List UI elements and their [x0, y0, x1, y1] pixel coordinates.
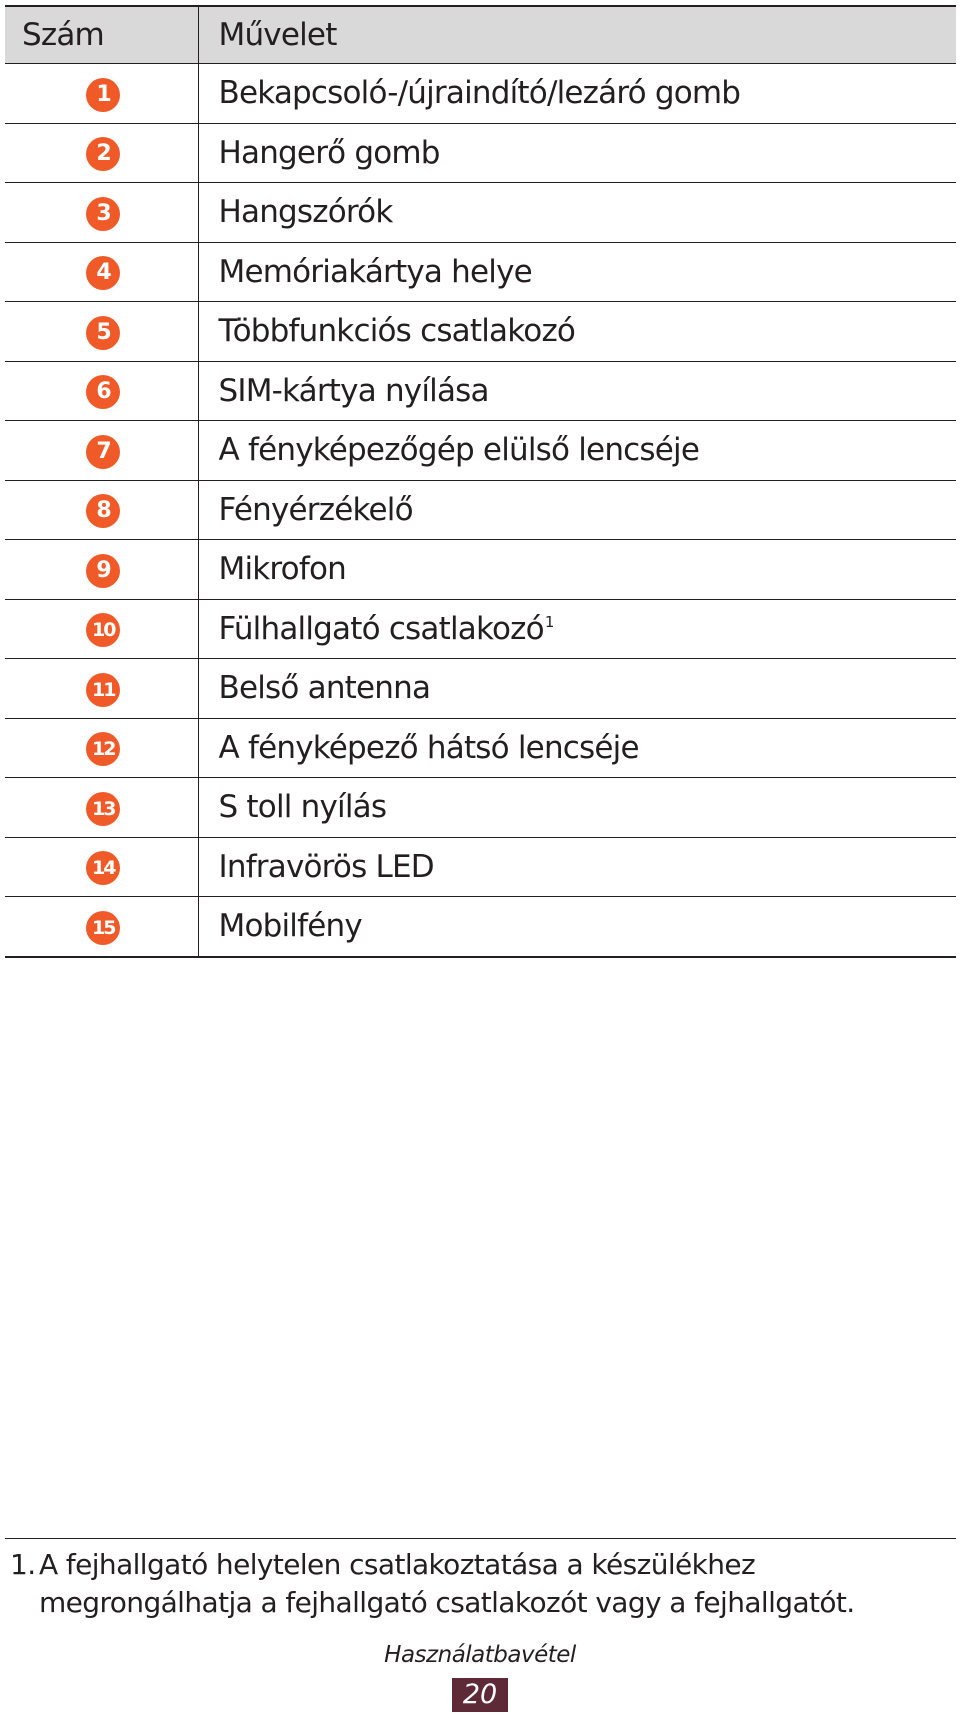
- table-row: [5, 361, 956, 421]
- table-row: [5, 897, 956, 957]
- part-label: Hangszórók: [198, 183, 956, 243]
- table-row: [5, 64, 956, 124]
- table-row: [5, 718, 956, 778]
- part-label: A fényképezőgép elülső lencséje: [198, 421, 956, 481]
- number-badge: 2: [86, 137, 120, 171]
- table-row: [5, 421, 956, 481]
- number-badge: 8: [86, 494, 120, 528]
- part-label: Memóriakártya helye: [198, 242, 956, 302]
- table-header-row: [5, 6, 956, 64]
- part-label: A fényképező hátsó lencséje: [198, 718, 956, 778]
- parts-table: [5, 5, 956, 958]
- table-row: [5, 183, 956, 243]
- table-row: [5, 659, 956, 719]
- part-label: Fülhallgató csatlakozó: [218, 610, 544, 647]
- number-badge: 13: [86, 792, 120, 826]
- part-label: Többfunkciós csatlakozó: [198, 302, 956, 362]
- part-label: Hangerő gomb: [198, 123, 956, 183]
- table-row: [5, 480, 956, 540]
- part-label: Fényérzékelő: [198, 480, 956, 540]
- number-badge: 6: [86, 375, 120, 409]
- table-row: [5, 123, 956, 183]
- part-label: Mikrofon: [198, 540, 956, 600]
- number-badge: 1: [86, 78, 120, 112]
- page-number: 20: [452, 1678, 508, 1712]
- number-badge: 15: [86, 911, 120, 945]
- footnote-divider: [5, 1538, 956, 1539]
- number-badge: 10: [86, 613, 120, 647]
- table-row: [5, 837, 956, 897]
- part-label: SIM-kártya nyílása: [198, 361, 956, 421]
- number-badge: 4: [86, 256, 120, 290]
- footnote-marker: 1.: [10, 1548, 36, 1581]
- number-badge: 5: [86, 316, 120, 350]
- column-header-function: Művelet: [198, 6, 956, 64]
- footnote-reference: 1: [544, 613, 554, 632]
- part-label: Bekapcsoló-/újraindító/lezáró gomb: [218, 75, 741, 112]
- footnote-text: A fejhallgató helytelen csatlakoztatása a készülékhez megrongálhatja a fejhallgató csatlakozót vagy a fejhallgatót.: [39, 1548, 855, 1619]
- number-badge: 7: [86, 435, 120, 469]
- footnote: [10, 1546, 955, 1622]
- part-label: Mobilfény: [198, 897, 956, 957]
- part-label: Infravörös LED: [198, 837, 956, 897]
- number-badge: 12: [86, 732, 120, 766]
- part-label: S toll nyílás: [198, 778, 956, 838]
- number-badge: 3: [86, 197, 120, 231]
- table-row: [5, 242, 956, 302]
- column-header-number: Szám: [5, 6, 198, 64]
- table-row: [5, 540, 956, 600]
- part-label: Belső antenna: [198, 659, 956, 719]
- number-badge: 11: [86, 673, 120, 707]
- number-badge: 14: [86, 851, 120, 885]
- table-row: [5, 778, 956, 838]
- table-row: [5, 302, 956, 362]
- section-label: Használatbavétel: [384, 1642, 576, 1668]
- table-body: [5, 64, 956, 957]
- table-row: [5, 599, 956, 659]
- number-badge: 9: [86, 554, 120, 588]
